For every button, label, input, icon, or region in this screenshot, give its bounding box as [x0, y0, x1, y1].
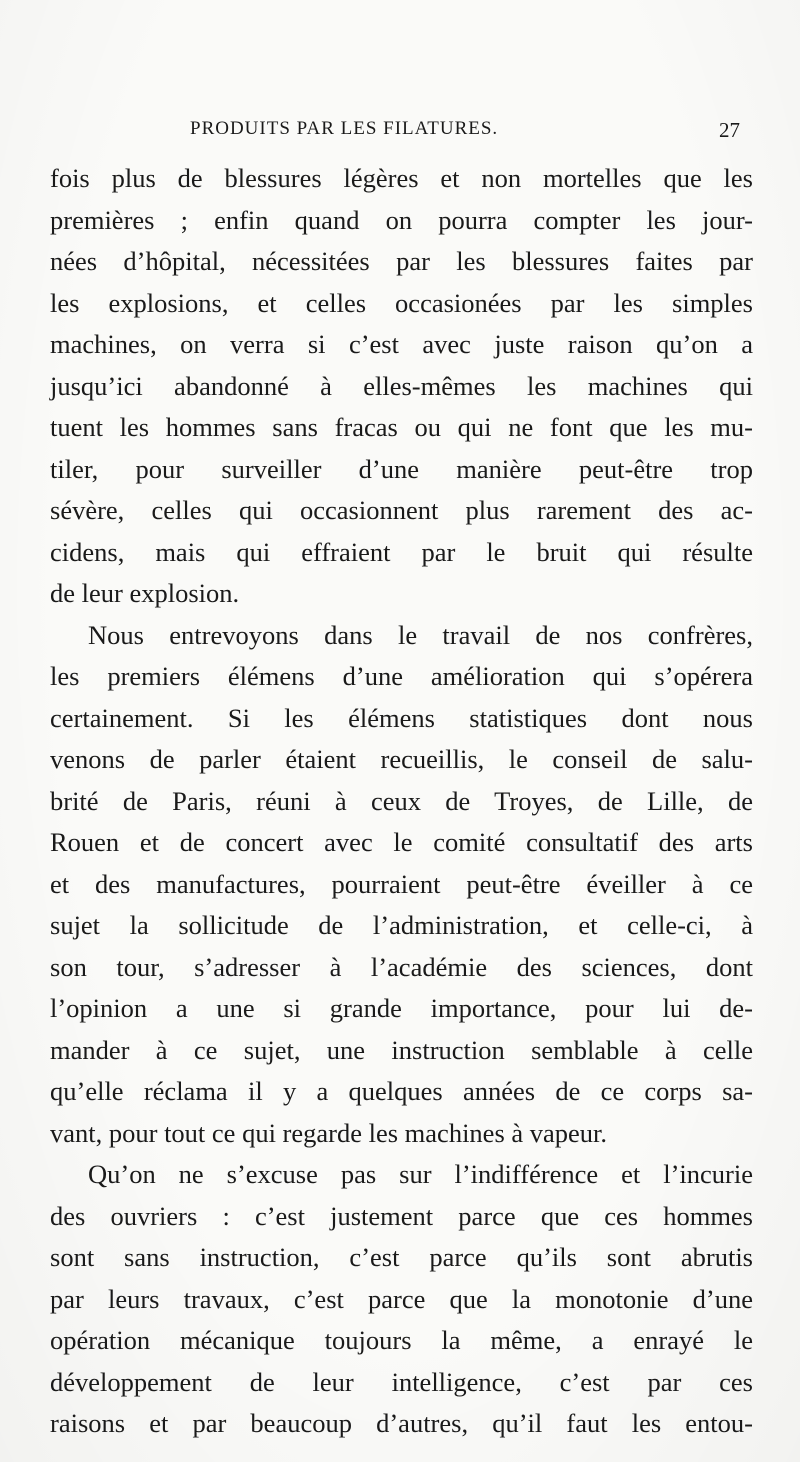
text-line: et des manufactures, pourraient peut-être éveiller à ce	[50, 868, 753, 899]
text-line: venons de parler étaient recueillis, le conseil de salu-	[50, 744, 753, 774]
text-line: développement de leur intelligence, c’est par ces	[50, 1366, 753, 1397]
text-line: cidens, mais qui effraient par le bruit qui résulte	[50, 536, 753, 567]
text-line: les premiers élémens d’une amélioration qui s’opérera	[50, 661, 753, 691]
text-line: des ouvriers : c’est justement parce que ces hommes	[50, 1200, 753, 1231]
text-line: certainement. Si les élémens statistiques dont nous	[50, 702, 753, 733]
text-line: brité de Paris, réuni à ceux de Troyes, de Lille, de	[50, 785, 753, 816]
running-title: PRODUITS PAR LES FILATURES.	[190, 118, 499, 139]
text-line: raisons et par beaucoup d’autres, qu’il faut les entou-	[50, 1408, 753, 1438]
text-line: l’opinion a une si grande importance, pour lui de-	[50, 993, 753, 1023]
text-line: son tour, s’adresser à l’académie des sciences, dont	[50, 951, 753, 982]
text-line: premières ; enfin quand on pourra compter les jour-	[50, 204, 753, 235]
text-line: de leur explosion.	[50, 578, 240, 608]
text-line: Rouen et de concert avec le comité consultatif des arts	[50, 827, 753, 857]
text-line: vant, pour tout ce qui regarde les machines à vapeur.	[50, 1117, 608, 1148]
text-line: tiler, pour surveiller d’une manière peut-être trop	[50, 453, 753, 484]
text-line: sont sans instruction, c’est parce qu’ils sont abrutis	[50, 1242, 753, 1272]
text-line: machines, on verra si c’est avec juste raison qu’on a	[50, 329, 753, 359]
text-line: jusqu’ici abandonné à elles-mêmes les machines qui	[50, 370, 753, 401]
text-line: mander à ce sujet, une instruction semblable à celle	[50, 1034, 753, 1065]
text-line: par leurs travaux, c’est parce que la monotonie d’une	[50, 1283, 753, 1314]
page-header	[190, 118, 740, 148]
text-line: les explosions, et celles occasionées par les simples	[50, 287, 753, 318]
text-line: sujet la sollicitude de l’administration, et celle-ci, à	[50, 910, 753, 940]
body-text	[50, 158, 753, 1445]
text-line: qu’elle réclama il y a quelques années de ce corps sa-	[50, 1076, 753, 1106]
text-line: nées d’hôpital, nécessitées par les blessures faites par	[50, 246, 753, 276]
text-line: Nous entrevoyons dans le travail de nos confrères,	[88, 619, 753, 650]
text-line: opération mécanique toujours la même, a enrayé le	[50, 1325, 753, 1355]
text-line: sévère, celles qui occasionnent plus rarement des ac-	[50, 495, 753, 525]
text-line: fois plus de blessures légères et non mortelles que les	[50, 163, 753, 193]
text-line: tuent les hommes sans fracas ou qui ne font que les mu-	[50, 412, 753, 442]
page-number: 27	[719, 118, 740, 142]
text-line: Qu’on ne s’excuse pas sur l’indifférence et l’incurie	[88, 1159, 753, 1189]
